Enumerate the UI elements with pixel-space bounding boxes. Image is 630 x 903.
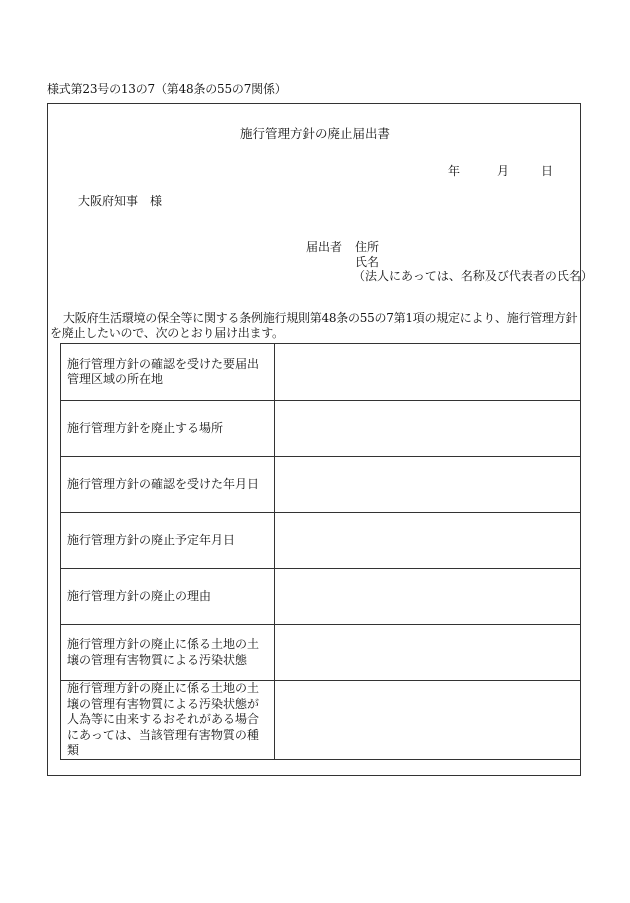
row-value-contamination-state[interactable]: [275, 625, 581, 681]
table-row: [61, 569, 581, 625]
row-label-reason: 施行管理方針の廃止の理由: [61, 569, 275, 625]
notifier-label: 届出者: [306, 240, 343, 254]
name-label: 氏名: [355, 255, 380, 269]
address-label: 住所: [355, 240, 380, 254]
row-value-planned-date[interactable]: [275, 513, 581, 569]
corporate-note: （法人にあっては、名称及び代表者の氏名）: [353, 269, 593, 283]
row-label-location: 施行管理方針の確認を受けた要届出管理区域の所在地: [61, 344, 275, 401]
date-year-label[interactable]: 年: [448, 164, 461, 178]
date-day-label[interactable]: 日: [541, 164, 554, 178]
row-value-reason[interactable]: [275, 569, 581, 625]
row-value-location[interactable]: [275, 344, 581, 401]
row-value-substance-type[interactable]: [275, 681, 581, 760]
row-label-confirmation-date: 施行管理方針の確認を受けた年月日: [61, 457, 275, 513]
table-row: [61, 344, 581, 401]
row-label-planned-date: 施行管理方針の廃止予定年月日: [61, 513, 275, 569]
table-row: [61, 457, 581, 513]
table-row: [61, 625, 581, 681]
date-month-label[interactable]: 月: [497, 164, 510, 178]
document-title: 施行管理方針の廃止届出書: [239, 126, 390, 141]
row-value-abolish-place[interactable]: [275, 401, 581, 457]
table-row: [61, 401, 581, 457]
body-text: 大阪府生活環境の保全等に関する条例施行規則第48条の55の7第1項の規定により、施行管理方針を廃止したいので、次のとおり届け出ます。: [50, 311, 578, 340]
row-label-contamination-state: 施行管理方針の廃止に係る土地の土壌の管理有害物質による汚染状態: [61, 625, 275, 681]
notification-table: [60, 343, 581, 760]
table-row: [61, 513, 581, 569]
row-label-abolish-place: 施行管理方針を廃止する場所: [61, 401, 275, 457]
row-label-substance-type: 施行管理方針の廃止に係る土地の土壌の管理有害物質による汚染状態が人為等に由来するおそれがある場合にあっては、当該管理有害物質の種類: [61, 681, 275, 760]
row-value-confirmation-date[interactable]: [275, 457, 581, 513]
form-number: 様式第23号の13の7（第48条の55の7関係）: [47, 82, 287, 96]
table-row: [61, 681, 581, 760]
addressee: 大阪府知事 様: [78, 194, 163, 208]
